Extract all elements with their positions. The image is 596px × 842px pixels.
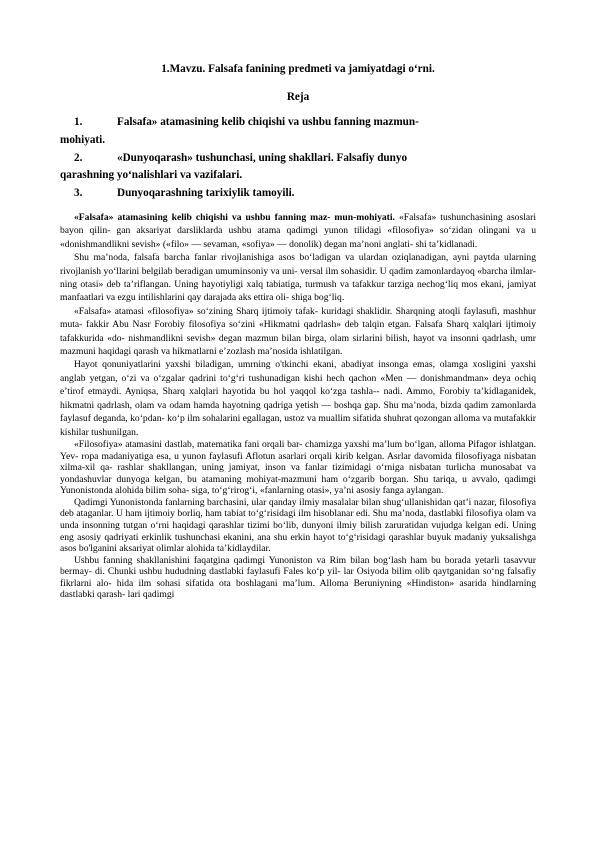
paragraph: [60, 358, 536, 438]
plan-item-number: 3.: [74, 187, 83, 200]
page-title: 1.Mavzu. Falsafa fanining predmeti va jamiyatdagi o‘rni.: [161, 63, 435, 75]
plan-item: [60, 114, 536, 132]
plan-item: [60, 185, 536, 203]
paragraph-text: «Falsafa» tushunchasining asoslari bayon qilin- gan aksariyat darsliklarda ushbu atama qadimgi yunon tilidagi «filosofiya» so‘zidan olingani va u «donishmandlikni sevish» («filo» — sevaman, «sofiya» — donolik) degan ma’noni anglati- shi ta’kidlanadi.: [60, 212, 536, 250]
plan-item-text: Falsafa» atamasining kelib chiqishi va ushbu fanning mazmun-: [117, 116, 419, 128]
paragraph: [60, 555, 536, 601]
paragraph: [60, 305, 536, 359]
paragraph: [60, 211, 536, 251]
plan-item-text: «Dunyoqarash» tushunchasi, uning shakllari. Falsafiy dunyo: [117, 151, 408, 164]
plan-item-number: 1.: [74, 116, 83, 128]
plan-list: [60, 114, 536, 203]
paragraph: [60, 497, 536, 555]
paragraph-lead: «Falsafa» atamasining kelib chiqishi va ushbu fanning maz- mun-mohiyati.: [74, 212, 395, 223]
paragraph-text: Shu ma’noda, falsafa barcha fanlar rivojlanishiga asos bo‘ladigan va ulardan oziqlanadigan, ayni paytda ularning rivojlanish yo‘llarini belgilab beradigan umuminsoniy va uni- versal ilm sohasidir. U qadim zamonlardayoq «barcha ilmlar- ning otasi» deb ta’riflangan. Uning hayotiyligi xalq tabiatiga, turmush va tafakkur tarziga nechog‘liq mos ekani, jamiyat manfaatlari va ezgu intilishlarini qay darajada aks ettira oli- shiga bog‘liq.: [60, 252, 536, 304]
document-body: [60, 211, 536, 600]
plan-item-number: 2.: [74, 151, 83, 164]
paragraph-text: «Falsafa» atamasi «filosofiya» so‘zining Sharq ijtimoiy tafak- kuridagi shaklidir. Sharqning atoqli faylasufi, mashhur muta- fakkir Abu Nasr Forobiy filosofiya so‘zini «Hikmatni qadrlash» deb talqin etgan. Falsafa Sharq xalqlari ijtimoiy tafakkurida «do- nishmandlikni sevish» degan mazmun bilan birga, olam sirlarini bilish, hayot va insonni qadrlash, umr mazmuni haqidagi qarash va hikmatlarni e’zozlash ma’nosida ishlatilgan.: [60, 305, 536, 358]
paragraph: [60, 439, 536, 497]
plan-item-continuation: mohiyati.: [60, 133, 106, 146]
paragraph-text: Hayot qonuniyatlarini yaxshi biladigan, umrning o'tkinchi ekani, abadiyat insonga emas, olamga xosligini yaxshi anglab yetgan, o‘zi va o‘zgalar qadrini to‘g‘ri tushunadigan kishi hech qachon «Men — donishmandman» deya ochiq e’tirof etmaydi. Ayniqsa, Sharq xalqlari hayotida bu hol yaqqol ko‘zga tashla-- nadi. Ammo, Forobiy ta’kidlaganidek, hikmatni qadrlash, olam va odam hamda hayotning qadriga yetish — boshqa gap. Shu ma’noda, bizda qadim zamonlarda faylasuf deganda, ko‘pdan- ko‘p ilm sohalarini egallagan, ustoz va muallim sifatida shuhrat qozongan alloma va mutafakkir kishilar tushunilgan.: [60, 359, 536, 438]
paragraph: [60, 251, 536, 305]
plan-item: [60, 150, 536, 168]
plan-item-text: Dunyoqarashning tarixiylik tamoyili.: [117, 187, 295, 200]
paragraph-text: «Filosofiya» atamasini dastlab, matematika fani orqali bar- chamizga yaxshi ma’lum bo‘lgan, alloma Pifagor ishlatgan. Yev- ropa madaniyatiga esa, u yunon faylasufi Aflotun asarlari orqali kirib kelgan. Asrlar davomida filosofiyaga nisbatan xilma-xil qa- rashlar shakllangan, uning jamiyat, inson va fanlar tizimidagi o‘rniga nisbatan turlicha munosabat va yondashuvlar dunyoga kelgan, bu atamaning mohiyat-mazmuni ham o‘zgarib borgan. Shu tariqa, u avvalo, qadimgi Yunonistonda alohida bilim soha- siga, to‘g‘rirog‘i, «fanlarning otasi», ya’ni asosiy fanga aylangan.: [60, 438, 536, 497]
paragraph-text: Ushbu fanning shakllanishini faqatgina qadimgi Yunoniston va Rim bilan bog‘lash ham bu borada yetarli tasavvur bermay- di. Chunki ushbu hududning dastlabki faylasufi Fales ko‘p yil- lar Osiyoda bilim olib qaytganidan so‘ng falsafiy fikrlarni alo- hida ilm sohasi sifatida ota boshlagani ma’lum. Alloma Beruniyning «Hindiston» asarida hindlarning dastlabki qarash- lari qadimgi: [60, 554, 536, 601]
plan-heading: Reja: [286, 91, 310, 103]
paragraph-text: Qadimgi Yunonistonda fanlarning barchasini, ular qanday ilmiy masalalar bilan shug‘ullanishidan qat’i nazar, filosofiya deb ataganlar. U ham ijtimoiy borliq, ham tabiat to‘g‘risidagi ilm hisoblanar edi. Shu ma’noda, dastlabki filosofiya olam va unda insonning tutgan o‘rni haqidagi qarashlar tizimi bo‘lib, dunyoni ilmiy bilish zaruratidan vujudga kelgan edi. Uning eng asosiy qadriyati erkinlik tushunchasi ekanini, ana shu erkin hayot to‘g‘risidagi qarashlar buyuk madaniy yuksalishga asos bo'lganini aksariyat olimlar alohida ta’kidlaydilar.: [60, 496, 536, 555]
plan-item-continuation: qarashning yo‘nalishlari va vazifalari.: [60, 169, 243, 182]
